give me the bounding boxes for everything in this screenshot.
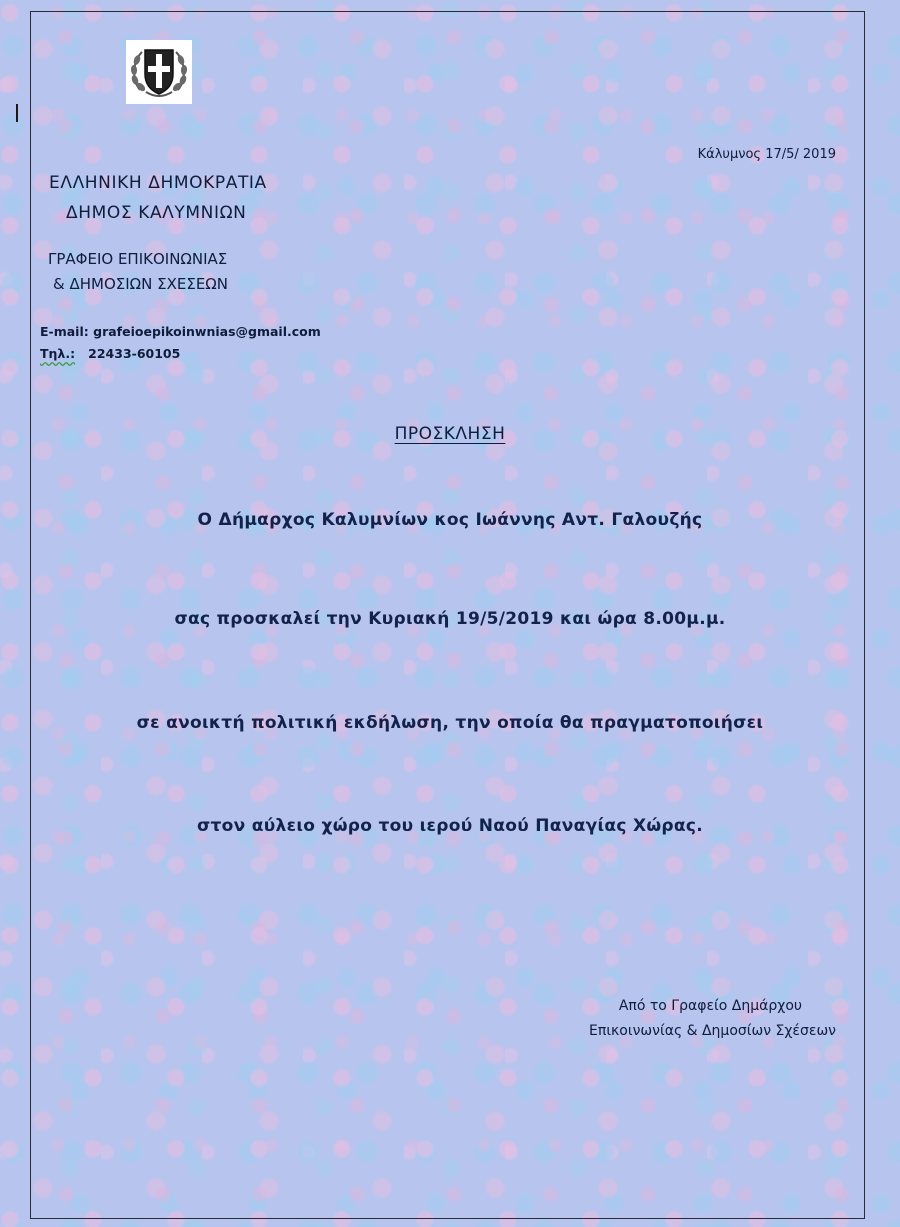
- email-contact: [40, 324, 321, 339]
- phone-contact: [40, 346, 180, 361]
- email-label: E-mail:: [40, 324, 89, 339]
- invitation-title-text: ΠΡΟΣΚΛΗΣΗ: [394, 424, 506, 444]
- office-name-line1: ΓΡΑΦΕΙΟ ΕΠΙΚΟΙΝΩΝΙΑΣ: [48, 250, 228, 268]
- phone-number: 22433-60105: [88, 346, 181, 361]
- text-cursor: [16, 104, 18, 122]
- signature-line2: Επικοινωνίας & Δημοσίων Σχέσεων: [589, 1023, 836, 1039]
- signature-line1: Από το Γραφείο Δημάρχου: [618, 998, 802, 1014]
- invitation-line-location: στον αύλειο χώρο του ιερού Ναού Παναγίας Χώρας.: [196, 816, 704, 836]
- municipality-heading: ΔΗΜΟΣ ΚΑΛΥΜΝΙΩΝ: [66, 203, 247, 223]
- invitation-line-date: σας προσκαλεί την Κυριακή 19/5/2019 και ώρα 8.00μ.μ.: [174, 609, 726, 629]
- invitation-line-event: σε ανοικτή πολιτική εκδήλωση, την οποία θα πραγματοποιήσει: [136, 713, 764, 733]
- document-date: Κάλυμνος 17/5/ 2019: [697, 147, 836, 162]
- invitation-title: [0, 424, 900, 444]
- republic-heading: ΕΛΛΗΝΙΚΗ ΔΗΜΟΚΡΑΤΙΑ: [49, 173, 267, 193]
- phone-label: Τηλ.:: [40, 346, 76, 361]
- greek-coat-of-arms-icon: [126, 40, 192, 104]
- office-name-line2: & ΔΗΜΟΣΙΩΝ ΣΧΕΣΕΩΝ: [53, 275, 228, 293]
- invitation-line-mayor: Ο Δήμαρχος Καλυμνίων κος Ιωάννης Αντ. Γαλουζής: [197, 510, 703, 530]
- email-address: grafeioepikoinwnias@gmail.com: [93, 324, 321, 339]
